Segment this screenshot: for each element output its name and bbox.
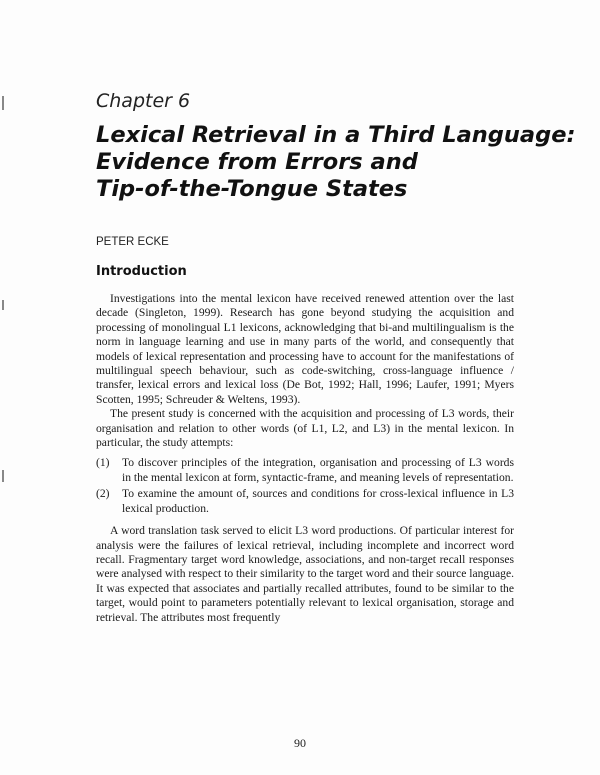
paragraph: Investigations into the mental lexicon have received renewed attention over the last decade (Singleton, 1999). Research has gone beyond studying the acquisition and processing of monolingual L1 lexicons, acknowledging that bi-and multilingualism is the norm in language learning and use in many parts of the world, and consequently that models of lexical representation and processing have to account for the manifestations of multilingual speech behaviour, such as code-switching, cross-language influence / transfer, lexical errors and lexical loss (De Bot, 1992; Hall, 1996; Laufer, 1991; Myers Scotten, 1995; Schreuder & Weltens, 1993). (96, 292, 514, 406)
chapter-title-line: Tip-of-the-Tongue States (96, 176, 408, 202)
section-heading: Introduction (96, 264, 187, 279)
list-item-number: (2) (96, 487, 110, 501)
paragraph: A word translation task served to elicit L3 word productions. Of particular interest for analysis were the failures of lexical retrieval, including incomplete and incorrect word recall. Fragmentary target word knowledge, associations, and non-target recall responses were analysed with respect to their similarity to the target word and their source language. It was expected that associates and partially recalled attributes, found to be similar to the target, would point to parameters potentially relevant to lexical organisation, storage and retrieval. The attributes most frequently (96, 524, 514, 624)
chapter-title-line: Lexical Retrieval in a Third Language: (96, 122, 576, 148)
list-item-number: (1) (96, 456, 110, 470)
list-item-text: To examine the amount of, sources and conditions for cross-lexical influence in L3 lexical production. (122, 487, 514, 515)
page-number: 90 (294, 736, 306, 750)
list-item (96, 456, 514, 485)
list-item-text: To discover principles of the integration, organisation and processing of L3 words in the mental lexicon at form, syntactic-frame, and meaning levels of representation. (122, 456, 514, 484)
scan-edge-mark (2, 300, 4, 310)
chapter-label: Chapter 6 (96, 90, 191, 112)
chapter-title (96, 122, 576, 203)
author-name: PETER ECKE (96, 236, 169, 248)
scan-edge-mark (2, 470, 4, 482)
aims-list (96, 456, 514, 516)
paragraph: The present study is concerned with the acquisition and processing of L3 words, their organisation and relation to other words (of L1, L2, and L3) in the mental lexicon. In particular, the study attempts: (96, 407, 514, 450)
list-item (96, 487, 514, 516)
scan-edge-mark (2, 96, 4, 110)
chapter-title-line: Evidence from Errors and (96, 149, 418, 175)
body-text (96, 292, 514, 625)
